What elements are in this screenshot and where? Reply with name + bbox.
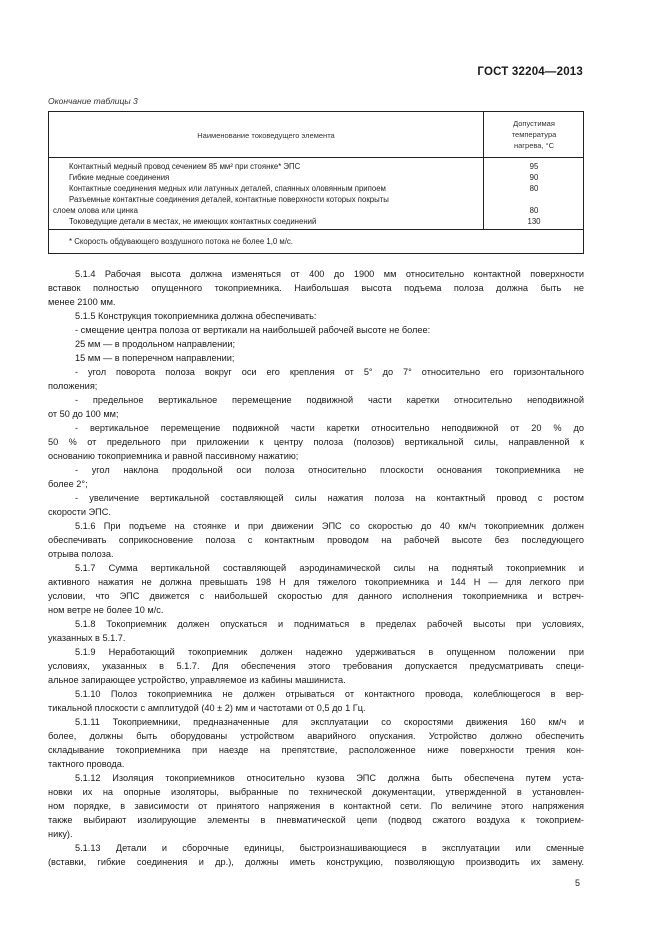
text-line: 5.1.7 Сумма вертикальной составляющей аэродинамической силы на поднятый токоприемник и [75, 563, 584, 573]
table-row-name: Разъемные контактные соединения деталей, контактные поверхности которых покрыты [69, 195, 389, 204]
text-line: - вертикальное перемещение подвижной части каретки относительно неподвижной от 20 % до [75, 423, 584, 433]
text-line: условиях, указанных в 5.1.7. Для обеспечения этого требования допускается предусматривать специ- [48, 661, 584, 671]
table-row-value: 80 [529, 184, 539, 193]
table-row-name: Контактный медный провод сечением 85 мм² при стоянке* ЭПС [69, 162, 301, 171]
text-line: 5.1.4 Рабочая высота должна изменяться от 400 до 1900 мм относительно контактной поверхности [75, 269, 584, 279]
table-row-value: 80 [529, 206, 539, 215]
table-row-value: 95 [529, 162, 539, 171]
table-caption: Окончание таблицы 3 [48, 96, 138, 106]
text-line: альное запирающее устройство, управляемое из кабины машиниста. [48, 675, 346, 685]
text-line: 5.1.10 Полоз токоприемника не должен отрываться от контактного провода, колеблющегося в вер- [75, 689, 584, 699]
text-line: обеспечивать соприкосновение полоза с контактным проводом на рабочей высоте без последующего [48, 535, 584, 545]
text-line: положения; [48, 381, 98, 391]
text-line: (вставки, гибкие соединения и др.), должны иметь конструкцию, позволяющую производить их замену. [48, 857, 584, 867]
text-line: вставок полностью опущенного токоприемника. Наибольшая высота подъема полоза должна быть не [48, 283, 584, 293]
text-line: скорости ЭПС. [48, 507, 111, 517]
text-line: 5.1.12 Изоляция токоприемников относительно кузова ЭПС должна быть обеспечена путем уста- [75, 773, 584, 783]
text-line: ном ветре не более 10 м/с. [48, 605, 164, 615]
text-line: новки их на опорные изоляторы, выбранные по технической документации, утвержденной в установлен- [48, 787, 584, 797]
text-line: - угол поворота полоза вокруг оси его крепления от 5° до 7° относительно его горизонтального [75, 367, 584, 377]
table-row-name: Гибкие медные соединения [69, 173, 170, 182]
text-line: - угол наклона продольной оси полоза относительно плоскости основания токоприемника не [75, 465, 584, 475]
text-line: складывание токоприемника при наезде на препятствие, расположенное ниже поверхности трения кон- [48, 745, 584, 755]
text-line: тактного провода. [48, 759, 125, 769]
table-row-value: 130 [527, 217, 541, 226]
text-line: - увеличение вертикальной составляющей силы нажатия полоза на контактный провод с ростом [75, 493, 584, 503]
text-line: 5.1.9 Неработающий токоприемник должен надежно удерживаться в опущенном положении при [75, 647, 584, 657]
text-line: - смещение центра полоза от вертикали на наибольшей рабочей высоте не более: [75, 325, 431, 335]
text-line: 25 мм — в продольном направлении; [75, 339, 235, 349]
text-line: нику). [48, 829, 73, 839]
table-footnote: * Скорость обдувающего воздушного потока не более 1,0 м/с. [69, 237, 293, 246]
text-line: от 50 до 100 мм; [48, 409, 119, 419]
table-row-name: Контактные соединения медных или латунных деталей, спаянных оловянным припоем [69, 184, 386, 193]
text-line: 5.1.8 Токоприемник должен опускаться и подниматься в пределах рабочей высоты при условиях, [75, 619, 584, 629]
text-line: 5.1.6 При подъеме на стоянке и при движении ЭПС со скоростью до 40 км/ч токоприемник должен [75, 521, 584, 531]
text-line: 5.1.13 Детали и сборочные единицы, быстроизнашивающиеся в эксплуатации или сменные [75, 843, 584, 853]
text-line: более 2°; [48, 479, 88, 489]
table-row-name: слоем олова или цинка [53, 206, 138, 215]
column-header-element-name: Наименование токоведущего элемента [197, 130, 335, 140]
table-row-name: Токоведущие детали в местах, не имеющих контактных соединений [69, 217, 317, 226]
text-line: 15 мм — в поперечном направлении; [75, 353, 235, 363]
text-line: указанных в 5.1.7. [48, 633, 126, 643]
text-line: тикальной плоскости с амплитудой (40 ± 2) мм и частотами от 0,5 до 1 Гц. [48, 703, 366, 713]
text-line: менее 2100 мм. [48, 297, 116, 307]
text-line: 5.1.11 Токоприемники, предназначенные для эксплуатации со скоростями движения 160 км/ч и [75, 717, 584, 727]
text-line: 5.1.5 Конструкция токоприемника должна обеспечивать: [75, 311, 317, 321]
standard-code: ГОСТ 32204—2013 [477, 66, 583, 78]
text-line: отрыва полоза. [48, 549, 114, 559]
temperature-table [48, 111, 584, 254]
text-line: условии, что ЭПС движется с наибольшей скоростью для данного исполнения токоприемника и встреч- [48, 591, 584, 601]
page-number: 5 [575, 878, 581, 888]
text-line: ном порядке, в зависимости от принятого напряжения в контактной сети. По величине этого напряжения [48, 801, 584, 811]
text-line: также выбирают изолирующие элементы в пневматической цепи (подвод сжатого воздуха к токоприем- [48, 815, 584, 825]
text-line: основанию токоприемника и равной пассивному нажатию; [48, 451, 299, 461]
text-line: более, должны быть оборудованы устройством аварийного опускания. Устройство должно обеспечить [48, 731, 584, 741]
column-header-temperature: Допустимая температура нагрева, °С [511, 119, 557, 150]
table-footnote-divider [49, 229, 583, 230]
text-line: - предельное вертикальное перемещение подвижной части каретки относительно неподвижной [75, 395, 584, 405]
table-row-value: 90 [529, 173, 539, 182]
text-line: 50 % от предельного при приложении к центру полоза (полозов) вертикальной силы, направленной к [48, 437, 584, 447]
text-line: активного нажатия не должна превышать 198 Н для тяжелого токоприемника и 144 Н — для легкого при [48, 577, 584, 587]
